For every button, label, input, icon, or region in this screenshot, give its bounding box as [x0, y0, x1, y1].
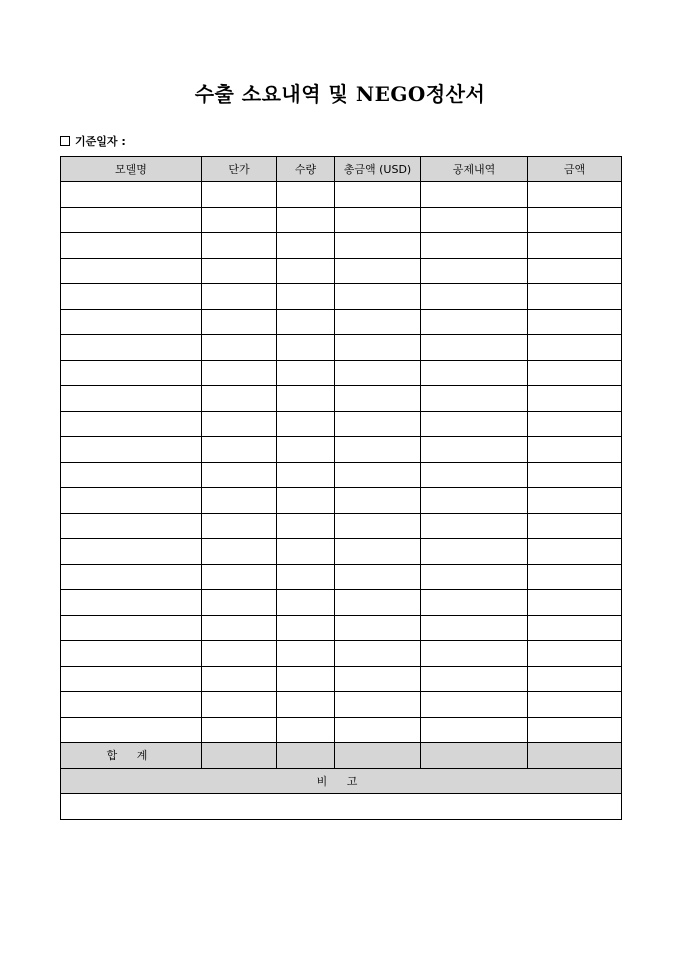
table-cell[interactable]	[202, 386, 277, 412]
table-cell[interactable]	[421, 437, 528, 463]
table-row	[61, 615, 622, 641]
table-row	[61, 309, 622, 335]
remarks-row	[61, 794, 622, 820]
table-cell[interactable]	[202, 717, 277, 743]
table-cell[interactable]	[421, 717, 528, 743]
table-cell[interactable]	[335, 411, 421, 437]
table-cell[interactable]	[277, 488, 335, 514]
table-cell[interactable]	[277, 233, 335, 259]
table-row	[61, 717, 622, 743]
total-cell[interactable]	[421, 743, 528, 769]
table-cell[interactable]	[61, 284, 202, 310]
table-cell[interactable]	[277, 462, 335, 488]
table-cell[interactable]	[335, 488, 421, 514]
table-cell[interactable]	[202, 641, 277, 667]
table-row	[61, 641, 622, 667]
table-cell[interactable]	[61, 233, 202, 259]
reference-date-label: 기준일자 :	[75, 135, 126, 148]
table-cell[interactable]	[202, 488, 277, 514]
table-cell[interactable]	[277, 258, 335, 284]
table-cell[interactable]	[277, 590, 335, 616]
checkbox-square-icon	[60, 136, 70, 146]
table-cell[interactable]	[202, 615, 277, 641]
table-cell[interactable]	[61, 437, 202, 463]
table-cell[interactable]	[277, 360, 335, 386]
table-cell[interactable]	[61, 513, 202, 539]
table-cell[interactable]	[528, 539, 622, 565]
remarks-area[interactable]	[61, 794, 622, 820]
header-unit-price: 단가	[202, 157, 277, 182]
table-cell[interactable]	[528, 462, 622, 488]
table-cell[interactable]	[528, 615, 622, 641]
table-cell[interactable]	[335, 615, 421, 641]
table-cell[interactable]	[421, 207, 528, 233]
total-cell[interactable]	[335, 743, 421, 769]
table-cell[interactable]	[421, 615, 528, 641]
table-cell[interactable]	[528, 717, 622, 743]
table-cell[interactable]	[528, 335, 622, 361]
table-cell[interactable]	[528, 258, 622, 284]
table-cell[interactable]	[277, 284, 335, 310]
table-cell[interactable]	[202, 564, 277, 590]
table-header-row	[61, 157, 622, 182]
table-cell[interactable]	[421, 513, 528, 539]
table-cell[interactable]	[421, 309, 528, 335]
table-cell[interactable]	[335, 462, 421, 488]
table-cell[interactable]	[528, 692, 622, 718]
table-row	[61, 437, 622, 463]
table-row	[61, 539, 622, 565]
table-cell[interactable]	[421, 692, 528, 718]
table-cell[interactable]	[61, 411, 202, 437]
table-cell[interactable]	[202, 284, 277, 310]
table-cell[interactable]	[277, 182, 335, 208]
table-cell[interactable]	[202, 233, 277, 259]
total-label: 합 계	[61, 743, 202, 769]
total-row	[61, 743, 622, 769]
table-cell[interactable]	[421, 284, 528, 310]
header-model-name: 모델명	[61, 157, 202, 182]
table-cell[interactable]	[277, 309, 335, 335]
table-cell[interactable]	[202, 335, 277, 361]
table-cell[interactable]	[335, 386, 421, 412]
table-cell[interactable]	[528, 411, 622, 437]
table-cell[interactable]	[528, 437, 622, 463]
table-cell[interactable]	[421, 564, 528, 590]
table-cell[interactable]	[528, 590, 622, 616]
table-cell[interactable]	[277, 335, 335, 361]
table-cell[interactable]	[277, 692, 335, 718]
table-cell[interactable]	[421, 233, 528, 259]
table-cell[interactable]	[528, 386, 622, 412]
table-row	[61, 564, 622, 590]
table-cell[interactable]	[421, 590, 528, 616]
table-row	[61, 335, 622, 361]
table-cell[interactable]	[528, 666, 622, 692]
table-cell[interactable]	[335, 360, 421, 386]
remarks-label: 비 고	[61, 768, 622, 794]
table-row	[61, 284, 622, 310]
table-cell[interactable]	[335, 258, 421, 284]
table-cell[interactable]	[202, 182, 277, 208]
table-cell[interactable]	[202, 411, 277, 437]
table-cell[interactable]	[277, 437, 335, 463]
total-cell[interactable]	[277, 743, 335, 769]
table-cell[interactable]	[61, 615, 202, 641]
table-cell[interactable]	[421, 386, 528, 412]
table-cell[interactable]	[277, 615, 335, 641]
table-cell[interactable]	[528, 207, 622, 233]
table-cell[interactable]	[277, 539, 335, 565]
table-cell[interactable]	[202, 258, 277, 284]
table-cell[interactable]	[335, 564, 421, 590]
table-row	[61, 462, 622, 488]
table-cell[interactable]	[528, 182, 622, 208]
remarks-header-row	[61, 768, 622, 794]
table-cell[interactable]	[202, 590, 277, 616]
table-cell[interactable]	[277, 641, 335, 667]
table-cell[interactable]	[421, 258, 528, 284]
table-cell[interactable]	[528, 641, 622, 667]
table-cell[interactable]	[528, 233, 622, 259]
header-deductions: 공제내역	[421, 157, 528, 182]
table-row	[61, 513, 622, 539]
table-cell[interactable]	[335, 513, 421, 539]
table-row	[61, 182, 622, 208]
table-cell[interactable]	[421, 411, 528, 437]
table-cell[interactable]	[202, 207, 277, 233]
total-cell[interactable]	[528, 743, 622, 769]
table-cell[interactable]	[335, 590, 421, 616]
table-cell[interactable]	[61, 335, 202, 361]
table-cell[interactable]	[335, 284, 421, 310]
table-cell[interactable]	[421, 360, 528, 386]
table-cell[interactable]	[61, 182, 202, 208]
table-cell[interactable]	[421, 488, 528, 514]
table-cell[interactable]	[61, 717, 202, 743]
table-row	[61, 411, 622, 437]
table-cell[interactable]	[335, 666, 421, 692]
header-amount: 금액	[528, 157, 622, 182]
table-cell[interactable]	[61, 386, 202, 412]
table-row	[61, 666, 622, 692]
table-row	[61, 590, 622, 616]
table-cell[interactable]	[61, 258, 202, 284]
table-cell[interactable]	[202, 513, 277, 539]
table-cell[interactable]	[61, 590, 202, 616]
table-cell[interactable]	[421, 335, 528, 361]
table-row	[61, 258, 622, 284]
settlement-table	[60, 156, 622, 820]
table-cell[interactable]	[335, 233, 421, 259]
table-cell[interactable]	[277, 717, 335, 743]
table-cell[interactable]	[528, 309, 622, 335]
table-row	[61, 488, 622, 514]
table-cell[interactable]	[277, 207, 335, 233]
table-row	[61, 386, 622, 412]
table-cell[interactable]	[61, 692, 202, 718]
table-cell[interactable]	[335, 717, 421, 743]
table-cell[interactable]	[61, 666, 202, 692]
table-cell[interactable]	[202, 539, 277, 565]
table-row	[61, 692, 622, 718]
table-cell[interactable]	[528, 284, 622, 310]
table-cell[interactable]	[202, 309, 277, 335]
table-cell[interactable]	[277, 666, 335, 692]
table-cell[interactable]	[61, 462, 202, 488]
table-cell[interactable]	[528, 564, 622, 590]
table-cell[interactable]	[421, 462, 528, 488]
header-total-amount: 총금액 (USD)	[335, 157, 421, 182]
table-row	[61, 207, 622, 233]
table-cell[interactable]	[335, 437, 421, 463]
table-cell[interactable]	[421, 666, 528, 692]
total-cell[interactable]	[202, 743, 277, 769]
table-cell[interactable]	[61, 564, 202, 590]
table-cell[interactable]	[61, 207, 202, 233]
table-cell[interactable]	[421, 182, 528, 208]
table-row	[61, 360, 622, 386]
table-cell[interactable]	[61, 309, 202, 335]
table-cell[interactable]	[61, 488, 202, 514]
table-cell[interactable]	[335, 539, 421, 565]
table-cell[interactable]	[277, 513, 335, 539]
table-cell[interactable]	[335, 692, 421, 718]
table-cell[interactable]	[335, 309, 421, 335]
table-cell[interactable]	[528, 360, 622, 386]
table-cell[interactable]	[335, 641, 421, 667]
table-cell[interactable]	[421, 539, 528, 565]
document-title: 수출 소요내역 및 NEGO정산서	[194, 82, 486, 106]
table-cell[interactable]	[335, 182, 421, 208]
table-cell[interactable]	[277, 564, 335, 590]
header-quantity: 수량	[277, 157, 335, 182]
reference-date-row	[60, 133, 126, 149]
table-cell[interactable]	[277, 386, 335, 412]
table-row	[61, 233, 622, 259]
table-cell[interactable]	[528, 513, 622, 539]
table-cell[interactable]	[277, 411, 335, 437]
table-cell[interactable]	[202, 360, 277, 386]
table-cell[interactable]	[61, 360, 202, 386]
table-cell[interactable]	[61, 641, 202, 667]
table-cell[interactable]	[202, 666, 277, 692]
table-cell[interactable]	[61, 539, 202, 565]
table-cell[interactable]	[335, 207, 421, 233]
table-cell[interactable]	[421, 641, 528, 667]
table-cell[interactable]	[202, 437, 277, 463]
table-cell[interactable]	[202, 692, 277, 718]
table-cell[interactable]	[202, 462, 277, 488]
table-cell[interactable]	[335, 335, 421, 361]
table-cell[interactable]	[528, 488, 622, 514]
